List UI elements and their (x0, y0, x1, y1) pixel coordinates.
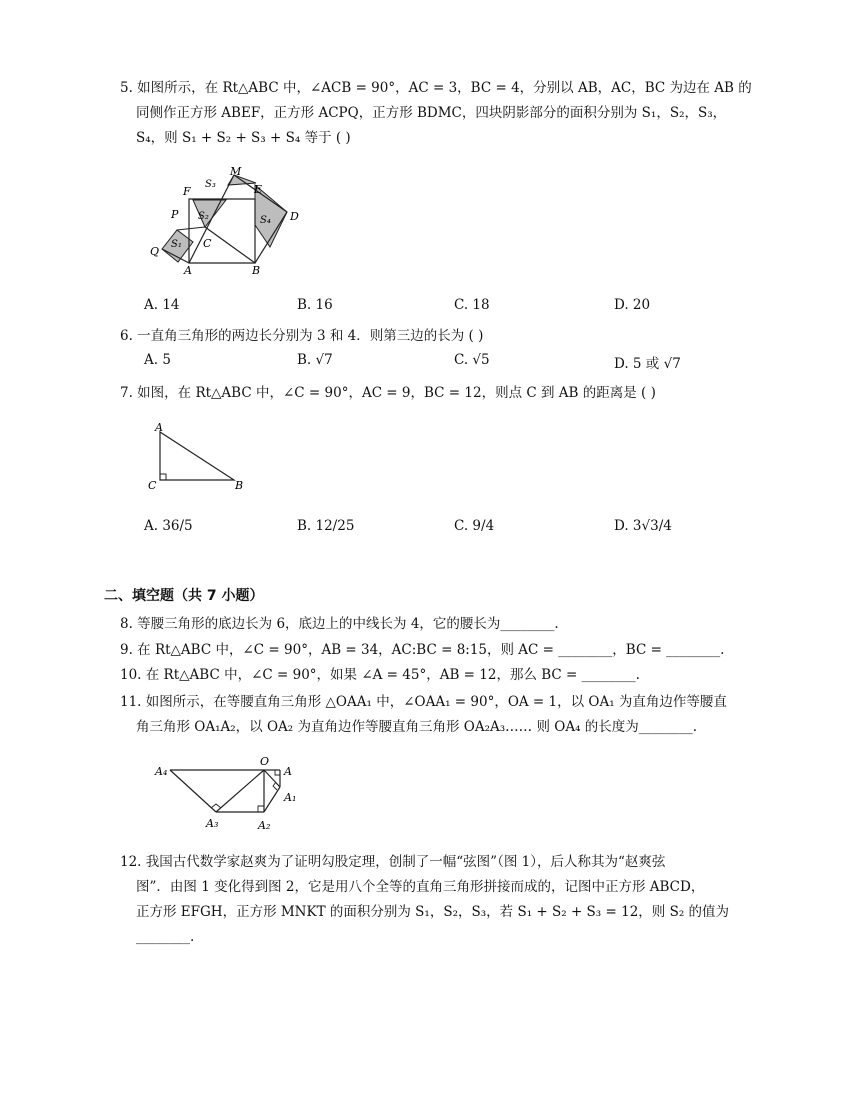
q5-option-a[interactable]: A. 14 (144, 297, 180, 313)
q6-option-a[interactable]: A. 5 (144, 352, 171, 368)
q5-label-s4: S₄ (260, 215, 271, 226)
q5-label-f: F (183, 185, 191, 198)
q7-option-a[interactable]: A. 36/5 (144, 518, 193, 534)
q5-line-cb (205, 227, 255, 263)
q5-label-c: C (203, 237, 212, 250)
q11-right-angle-a2 (258, 806, 264, 812)
section-heading: 二、填空题（共 7 小题） (104, 588, 264, 604)
q11-label-a3: A₃ (206, 817, 219, 830)
q5-label-a: A (184, 264, 192, 277)
q9-text: 9. 在 Rt△ABC 中，∠C = 90°，AB = 34，AC:BC = 8:15，则 AC = ________，BC = ________. (120, 642, 725, 658)
q5-label-s1: S₁ (171, 239, 182, 250)
q5-label-q: Q (150, 245, 160, 258)
q11-line-a3a4 (170, 770, 216, 812)
question-5 (120, 76, 770, 151)
q6-option-c[interactable]: C. √5 (454, 352, 490, 368)
question-10 (120, 663, 770, 688)
q7-label-a: A (155, 421, 163, 434)
q11-right-angle-a3 (211, 804, 221, 808)
question-7 (120, 381, 770, 406)
q11-line-1: 11. 如图所示，在等腰直角三角形 △OAA₁ 中，∠OAA₁ = 90°，OA = 1，以 OA₁ 为直角边作等腰直 (120, 694, 727, 710)
q7-option-d[interactable]: D. 3√3/4 (614, 518, 672, 534)
q10-text: 10. 在 Rt△ABC 中，∠C = 90°，如果 ∠A = 45°，AB = 12，那么 BC = ________. (120, 667, 640, 683)
question-8 (120, 612, 770, 637)
q11-label-a4: A₄ (155, 765, 168, 778)
q6-option-b[interactable]: B. √7 (297, 352, 333, 368)
q5-options (144, 297, 784, 319)
q12-line-1: 12. 我国古代数学家赵爽为了证明勾股定理，创制了一幅“弦图”（图 1），后人称其为“赵爽弦 (120, 854, 666, 870)
q5-option-d[interactable]: D. 20 (614, 297, 651, 313)
q7-triangle (160, 432, 234, 480)
q5-label-d: D (290, 210, 299, 223)
q5-label-s3: S₃ (205, 179, 216, 190)
question-9 (120, 638, 770, 663)
q5-label-s2: S₂ (198, 211, 209, 222)
q11-label-a1: A₁ (284, 791, 297, 804)
q11-figure (150, 752, 310, 834)
q12-line-3: 正方形 EFGH，正方形 MNKT 的面积分别为 S₁，S₂，S₃，若 S₁ + S₂ + S₃ = 12，则 S₂ 的值为 (136, 904, 730, 920)
q11-line-a1a2 (264, 787, 280, 812)
q7-text: 7. 如图，在 Rt△ABC 中，∠C = 90°，AC = 9，BC = 12，则点 C 到 AB 的距离是 ( ) (120, 385, 656, 401)
q5-label-e: E (254, 183, 263, 196)
q6-text: 6. 一直角三角形的两边长分别为 3 和 4．则第三边的长为 ( ) (120, 328, 484, 344)
q5-label-b: B (252, 264, 261, 277)
q6-options (144, 352, 784, 374)
q11-line-oa1 (264, 770, 280, 787)
q11-line-2: 角三角形 OA₁A₂，以 OA₂ 为直角边作等腰直角三角形 OA₂A₃…… 则 OA₄ 的长度为________. (136, 719, 698, 735)
question-11 (120, 690, 770, 740)
q11-right-angle-a (275, 770, 280, 775)
question-6 (120, 324, 770, 349)
q5-label-m: M (230, 165, 242, 178)
q7-figure (142, 418, 262, 496)
q12-line-2: 图”．由图 1 变化得到图 2，它是用八个全等的直角三角形拼接而成的，记图中正方形 ABCD， (136, 879, 705, 895)
q7-option-b[interactable]: B. 12/25 (297, 518, 355, 534)
q11-line-oa3 (216, 770, 264, 812)
q5-line-1: 5. 如图所示，在 Rt△ABC 中，∠ACB = 90°，AC = 3，BC = 4，分别以 AB，AC，BC 为边在 AB 的 (120, 80, 752, 96)
q11-label-a: A (284, 765, 292, 778)
q5-label-p: P (171, 208, 179, 221)
q7-label-c: C (148, 479, 157, 492)
q11-label-a2: A₂ (258, 819, 271, 832)
q5-figure (140, 165, 310, 280)
q7-option-c[interactable]: C. 9/4 (454, 518, 495, 534)
q11-label-o: O (260, 755, 270, 768)
q8-text: 8. 等腰三角形的底边长为 6，底边上的中线长为 4，它的腰长为________. (120, 616, 559, 632)
q5-option-b[interactable]: B. 16 (297, 297, 333, 313)
q5-line-pc (177, 227, 205, 230)
q7-right-angle-mark (160, 474, 166, 480)
q12-line-4: ________. (136, 929, 195, 945)
q5-line-3: S₄，则 S₁ + S₂ + S₃ + S₄ 等于 ( ) (136, 130, 351, 146)
q7-label-b: B (235, 479, 244, 492)
question-12 (120, 850, 770, 950)
q5-option-c[interactable]: C. 18 (454, 297, 490, 313)
q6-option-d[interactable]: D. 5 或 √7 (614, 356, 681, 372)
q7-options (144, 518, 784, 540)
q5-line-2: 同侧作正方形 ABEF，正方形 ACPQ，正方形 BDMC，四块阴影部分的面积分别为 S₁，S₂，S₃， (136, 105, 727, 121)
